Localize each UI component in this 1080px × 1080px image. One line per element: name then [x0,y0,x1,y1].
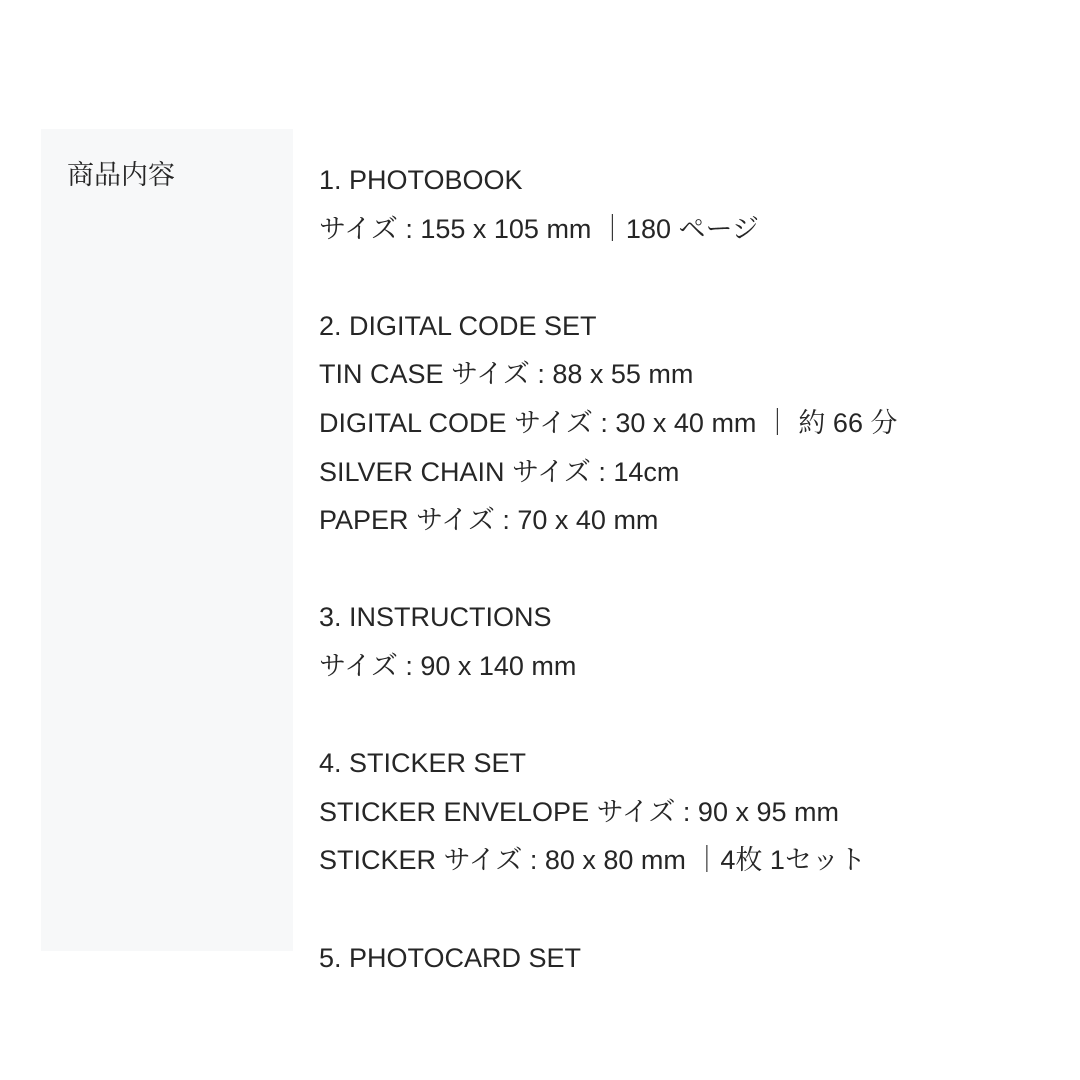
spec-line: PAPER サイズ : 70 x 40 mm [319,505,659,536]
section-photocard-set [319,934,1041,983]
spec-line: STICKER ENVELOPE サイズ : 90 x 95 mm [319,796,839,827]
spec-line: サイズ : 155 x 105 mm ｜180 ページ [319,213,759,244]
section-title: 2. DIGITAL CODE SET [319,310,597,341]
product-contents-table [41,129,1041,973]
spec-line: サイズ : 90 x 140 mm [319,650,577,681]
section-title: 1. PHOTOBOOK [319,165,523,195]
spec-line: DIGITAL CODE サイズ : 30 x 40 mm ｜ 約 66 分 [319,407,898,438]
label-cell [41,129,293,951]
section-digital-code-set [319,302,1041,545]
contents-cell [293,129,1041,973]
spec-line: STICKER サイズ : 80 x 80 mm ｜4枚 1セット [319,845,866,876]
section-photobook [319,156,1041,253]
section-instructions [319,593,1041,690]
section-sticker-set [319,739,1041,885]
spec-line: SILVER CHAIN サイズ : 14cm [319,456,680,487]
product-contents-label: 商品内容 [67,160,175,191]
section-title: 4. STICKER SET [319,748,527,779]
section-title: 3. INSTRUCTIONS [319,602,552,633]
spec-line: TIN CASE サイズ : 88 x 55 mm [319,359,694,390]
section-title: 5. PHOTOCARD SET [319,942,582,973]
